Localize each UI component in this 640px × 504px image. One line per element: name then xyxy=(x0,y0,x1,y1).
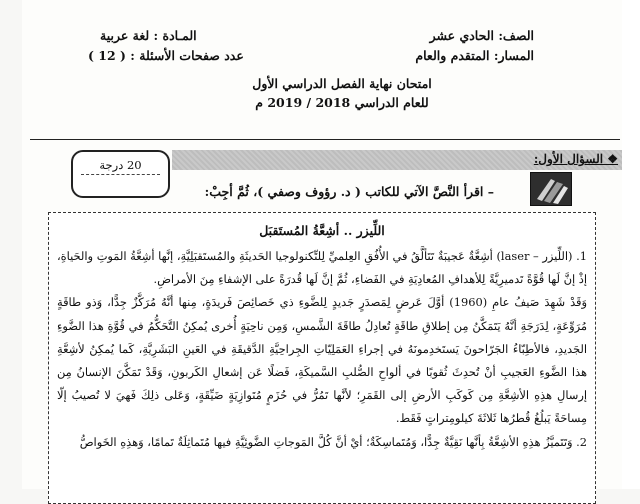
page-count-label: عدد صفحات الأسئلة : ( 12 ) xyxy=(88,48,244,63)
exam-page xyxy=(22,0,622,489)
exam-title: امتحان نهاية الفصل الدراسي الأول xyxy=(252,76,432,91)
academic-year: للعام الدراسي 2018 / 2019 م xyxy=(255,95,429,110)
track-label: المسار: المتقدم والعام xyxy=(415,48,534,63)
passage-body xyxy=(57,245,587,454)
passage-paragraph: وَقَدْ شَهِدَ صَيفُ عامِ (1960) أوَّلَ عَرضٍ لِمَصدَرٍ جَديدٍ لِلضَّوءِ ذي خَصائِصَ فَريدَةٍ، مِنها أنَّهُ مُرَكَّزٌ جِدًّا، وَذو طاقَةٍ مُرَوِّعَةٍ، لِدَرَجَةِ أنَّهُ يَتَمَكَّنُ مِن إطلاقِ طاقَةٍ تُعادِلُ طاقَةَ الشَّمسِ، وَمِن ناحِيَةٍ أُخرى يُمكِنُ التَّحَكُّمُ في قُوَّةِ هذا الضَّوءِ الجَديدِ، فالأطِبّاءُ الجَرّاحونَ يَستَخدِمونَهُ في إجراءِ العَمَلِيّاتِ الجِراحِيَّةِ الدَّقيقَةِ في العَينِ البَشَرِيَّةِ، كَما يُمكِنُ لأشِعَّةِ هذا الضَّوءِ العَجيبِ أنْ تُحدِثَ ثُقوبًا في ألواحِ الصُّلبِ السَّميكَةِ، فَضلًا عَن إشعالِ الكَربونِ، وَقَدْ تَمَكَّنَ الإنسانُ مِن إرسالِ هذِهِ الأشِعَّةِ مِن كَوكَبِ الأرضِ إلى القَمَرِ؛ لأنَّها تَمُرُّ في حُزَمٍ مُتَوازِيَةٍ ضَيِّقَةٍ، وَعَلى ذلِكَ فَهيَ لا تُصيبُ إلّا مِساحَةً يَبلُغُ قُطرُها ثَلاثَةَ كيلومِتراتٍ فَقَط. xyxy=(57,295,587,426)
passage-paragraph: 1. (اللِّيزر – laser) أشِعَّةٌ عَجيبَةٌ تَتَألَّقُ في الأُفُقِ العِلميِّ لِلتِّكنولوجيا الحَديثَةِ والمُستَقبَلِيَّةِ، إنَّها أشِعَّةُ المَوتِ والحَياةِ، إذْ إنَّ لَها قُوَّةً تَدميرِيَّةً لِلأهدافِ المُعادِيَةِ في الفَضاءِ، ثُمَّ إنَّ لَها قُدرَةً على الإشفاءِ مِنَ الأمراضِ. xyxy=(57,249,587,287)
book-image xyxy=(530,172,572,206)
score-label: 20 درجة xyxy=(81,158,160,175)
reading-passage xyxy=(48,212,596,504)
score-box xyxy=(71,150,170,198)
grade-label: الصف: الحادي عشر xyxy=(429,28,534,43)
subject-label: المـادة : لغة عربية xyxy=(100,28,197,43)
question-title: ❖ السؤال الأول: xyxy=(533,152,618,166)
question-instruction: – اقرأ النَّصَّ الآتي للكاتب ( د. رؤوف وصفي )، ثُمَّ أجِبْ: xyxy=(204,184,494,199)
passage-paragraph: 2. وَتَتَميَّزُ هذِهِ الأشِعَّةُ بِأنَّها نَقِيَّةٌ جِدًّا، وَمُتَماسِكَةٌ؛ أيْ أنَّ كُلَّ المَوجاتِ الضَّوئِيَّةِ فيها مُتَماثِلَةٌ تَمامًا، وَهذِهِ الخَواصُّ xyxy=(79,434,587,449)
question-banner xyxy=(172,150,622,170)
header-divider xyxy=(30,139,620,140)
page-margin xyxy=(622,0,640,489)
passage-title: اللِّيزر .. أشِعَّةُ المُستَقبَل xyxy=(259,223,385,238)
